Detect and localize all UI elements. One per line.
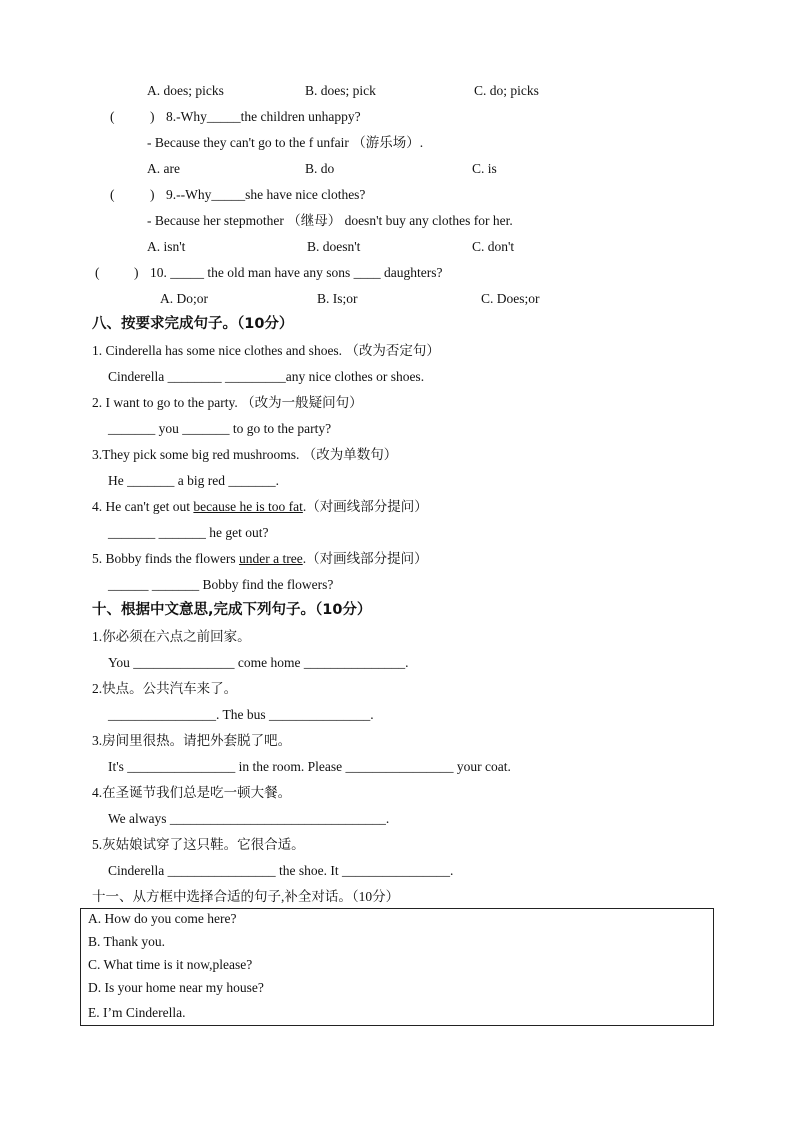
- s8-q3: 3.They pick some big red mushrooms. （改为单数句）: [92, 447, 398, 462]
- s8-q2: 2. I want to go to the party. （改为一般疑问句）: [92, 395, 363, 410]
- s10-q5: 5.灰姑娘试穿了这只鞋。它很合适。: [92, 837, 305, 852]
- s8-a1: Cinderella ________ _________any nice clothes or shoes.: [108, 369, 425, 384]
- q8-paren-close: ): [150, 109, 155, 124]
- s10-a4: We always ________________________________.: [108, 811, 390, 826]
- q9-answer: - Because her stepmother （继母） doesn't buy any clothes for her.: [147, 213, 513, 228]
- s8-q5: [92, 550, 428, 568]
- q9-option-a: A. isn't: [147, 239, 186, 254]
- s8-q4-post: .（对画线部分提问）: [302, 499, 428, 514]
- q10-option-c: C. Does;or: [481, 291, 540, 306]
- q10-paren-open: (: [95, 265, 100, 280]
- s10-q3: 3.房间里很热。请把外套脱了吧。: [92, 733, 292, 748]
- s8-q1: 1. Cinderella has some nice clothes and shoes. （改为否定句）: [92, 343, 440, 358]
- q7-option-a: A. does; picks: [147, 83, 224, 98]
- q9-option-b: B. doesn't: [307, 239, 361, 254]
- q10-option-a: A. Do;or: [160, 291, 208, 306]
- s8-q4-pre: 4. He can't get out: [92, 499, 194, 514]
- s11-option-b: B. Thank you.: [88, 934, 165, 949]
- q9-option-c: C. don't: [472, 239, 515, 254]
- q8-paren-open: (: [110, 109, 115, 124]
- section10-heading: 十、根据中文意思,完成下列句子。（10分）: [92, 602, 372, 618]
- s8-a2: _______ you _______ to go to the party?: [108, 421, 332, 436]
- s10-a3: It's ________________ in the room. Please ________________ your coat.: [108, 759, 511, 774]
- s10-a2: ________________. The bus _______________.: [108, 707, 374, 722]
- s10-a5: Cinderella ________________ the shoe. It ________________.: [108, 863, 454, 878]
- s10-q1: 1.你必须在六点之前回家。: [92, 629, 251, 644]
- s8-q5-pre: 5. Bobby finds the flowers: [92, 551, 239, 566]
- s8-q5-post: .（对画线部分提问）: [302, 551, 428, 566]
- q10-option-b: B. Is;or: [317, 291, 358, 306]
- q9-paren-open: (: [110, 187, 115, 202]
- s11-option-c: C. What time is it now,please?: [88, 957, 253, 972]
- s11-option-d: D. Is your home near my house?: [88, 980, 264, 995]
- s8-q5-underlined: under a tree: [238, 551, 303, 566]
- q7-option-c: C. do; picks: [474, 83, 539, 98]
- q10-question: 10. _____ the old man have any sons ____ daughters?: [150, 265, 443, 280]
- s10-a1: You _______________ come home _______________.: [108, 655, 409, 670]
- s8-a3: He _______ a big red _______.: [108, 473, 279, 488]
- q9-question: 9.--Why_____she have nice clothes?: [166, 187, 366, 202]
- section8-heading: 八、按要求完成句子。（10分）: [92, 316, 294, 332]
- s8-q4-underlined: because he is too fat: [193, 499, 303, 514]
- q8-question: 8.-Why_____the children unhappy?: [166, 109, 361, 124]
- s10-q2: 2.快点。公共汽车来了。: [92, 681, 238, 696]
- s8-q4: [92, 498, 428, 516]
- s11-option-a: A. How do you come here?: [88, 911, 237, 926]
- q8-option-a: A. are: [147, 161, 180, 176]
- q10-paren-close: ): [134, 265, 139, 280]
- s8-a4: _______ _______ he get out?: [108, 525, 269, 540]
- q8-option-b: B. do: [305, 161, 335, 176]
- s8-a5: ______ _______ Bobby find the flowers?: [108, 577, 334, 592]
- s11-option-e: E. I’m Cinderella.: [88, 1005, 186, 1020]
- q8-answer: - Because they can't go to the f unfair （游乐场）.: [147, 135, 424, 150]
- q9-paren-close: ): [150, 187, 155, 202]
- section11-heading: 十一、从方框中选择合适的句子,补全对话。（10分）: [92, 889, 400, 904]
- q8-option-c: C. is: [472, 161, 497, 176]
- s10-q4: 4.在圣诞节我们总是吃一顿大餐。: [92, 785, 292, 800]
- q7-option-b: B. does; pick: [305, 83, 376, 98]
